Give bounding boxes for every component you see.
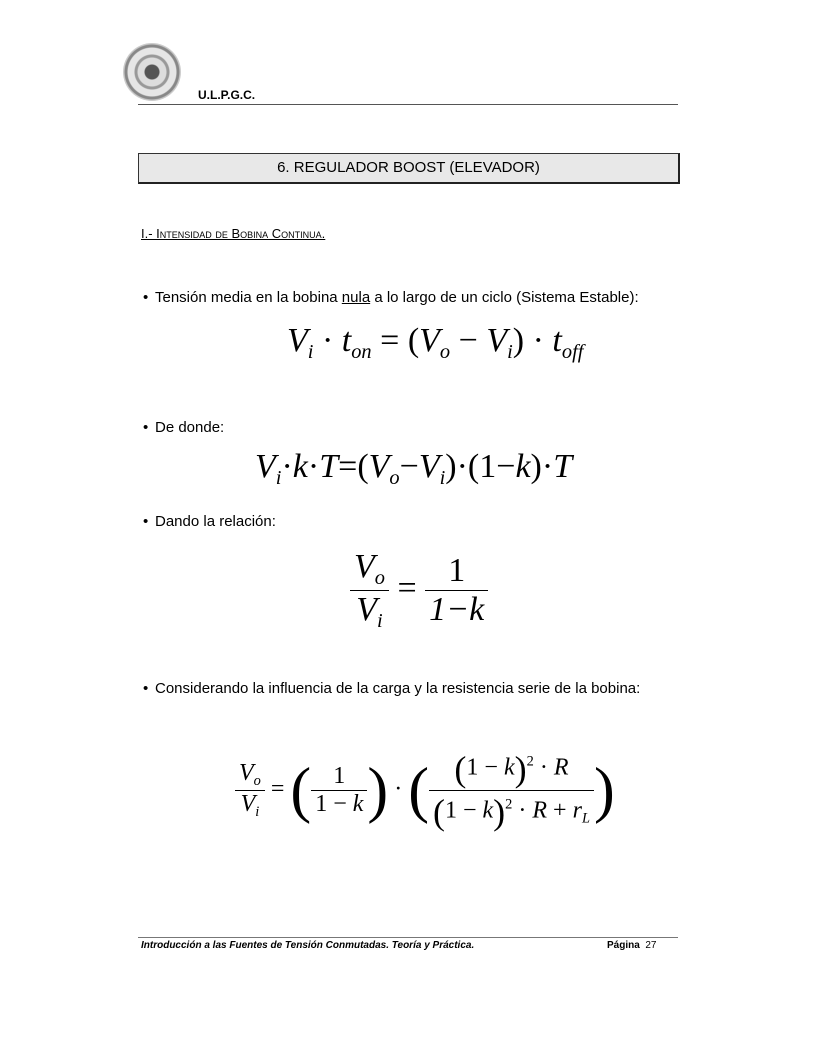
footer-book-title: Introducción a las Fuentes de Tensión Conmutadas. Teoría y Práctica. bbox=[141, 940, 475, 951]
bullet-text: a lo largo de un ciclo (Sistema Estable): bbox=[370, 289, 639, 306]
underlined-word: nula bbox=[341, 289, 371, 306]
bullet-text: Dando la relación: bbox=[155, 513, 276, 530]
bullet-3: • Dando la relación: bbox=[143, 513, 276, 530]
page-label: Página bbox=[607, 940, 640, 951]
chapter-title: 6. REGULADOR BOOST (ELEVADOR) bbox=[138, 153, 680, 184]
footer-page bbox=[607, 940, 656, 951]
header-institution: U.L.P.G.C. bbox=[198, 88, 256, 102]
bullet-4: • Considerando la influencia de la carga y la resistencia serie de la bobina: bbox=[143, 680, 641, 697]
equation-3: $\frac{V_o}{V_i}$ = $\frac{1}{1-k}$ bbox=[350, 548, 488, 633]
equation-4: $\frac{V_o}{V_i}$ = ( $\frac{1}{1 - k}$ ) · ( $\frac{(1 - k)^2 \cdot R}{(1 - k)^2 \cdot R + r_L}$ ) bbox=[235, 748, 615, 833]
university-seal-logo bbox=[123, 43, 181, 101]
bullet-2: • De donde: bbox=[143, 419, 225, 436]
bullet-1: • Tensión media en la bobina nula a lo largo de un ciclo (Sistema Estable): bbox=[143, 289, 639, 306]
section-heading: I.- Intensidad de Bobina Continua. bbox=[141, 226, 326, 241]
equation-2: $V_i\cdot k\cdot T=(V_o-V_i)\cdot(1-k)\cdot T$ bbox=[255, 448, 573, 490]
bullet-text: De donde: bbox=[155, 419, 225, 436]
footer-divider bbox=[138, 937, 678, 938]
page-number: 27 bbox=[645, 940, 657, 951]
equation-1: $V_i \cdot t_{on} = (V_o - V_i) \cdot t_{off}$ bbox=[287, 322, 584, 364]
bullet-text: Tensión media en la bobina bbox=[155, 289, 342, 306]
header-divider bbox=[138, 104, 678, 105]
bullet-text: Considerando la influencia de la carga y la resistencia serie de la bobina: bbox=[155, 680, 641, 697]
